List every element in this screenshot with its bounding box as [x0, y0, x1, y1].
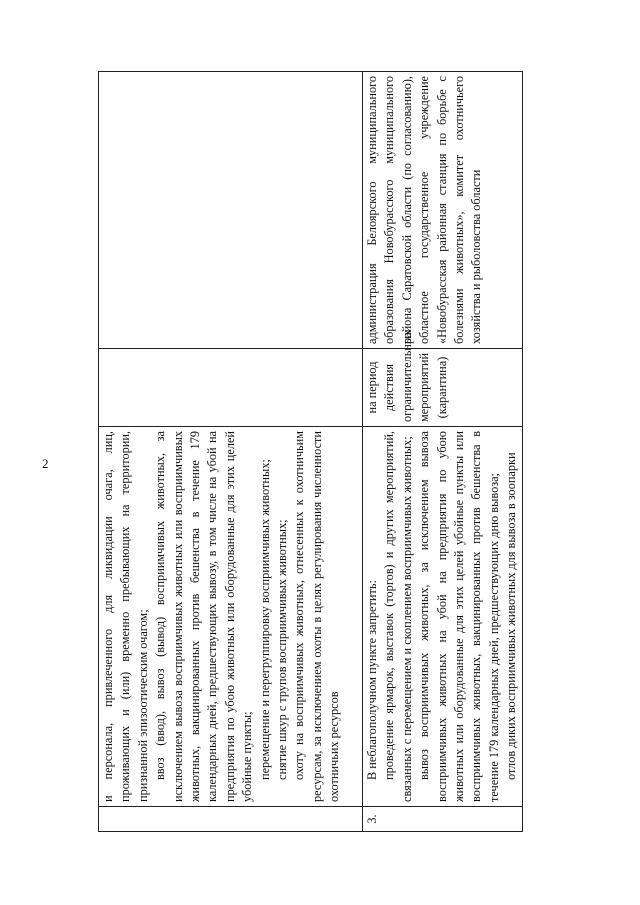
table-row: [99, 72, 363, 832]
measures-cell: [99, 427, 363, 807]
measures-table: [98, 71, 523, 832]
row-number-cell: 3.: [363, 807, 523, 832]
measure-paragraph: и персонала, привлеченного для ликвидации очага, лиц, проживающих и (или) временно пребывающих на территории, признанной эпизоотическим очагом;: [101, 431, 150, 802]
measure-paragraph: перемещение и перегруппировку восприимчивых животных;: [257, 459, 272, 780]
measures-cell: [363, 427, 523, 807]
measure-paragraph: отлов диких восприимчивых животных для вывоза в зоопарки: [504, 452, 519, 780]
page-number: 2: [42, 456, 49, 471]
measure-paragraph: снятие шкур с трупов восприимчивых животных;: [275, 519, 290, 780]
period-cell: [99, 349, 363, 427]
measure-paragraph: охоту на восприимчивых животных, отнесенных к охотничьим ресурсам, за исключением охоты в целях регулирования численности охотничьих ресурсов: [292, 431, 342, 802]
rotated-table-wrapper: [98, 72, 519, 832]
measure-paragraph: проведение ярмарок, выставок (торгов) и других мероприятий, связанных с перемещением и скоплением восприимчивых животных;: [382, 431, 414, 802]
measure-paragraph: ввоз (ввод), вывоз (вывод) восприимчивых животных, за исключением вывоза восприимчивых животных или восприимчивых животных, вакцинированных против бешенства в течение 179 календарных дней, предшествующих вывозу, в том числе на убой на предприятия по убою животных или оборудованные для этих целей убойные пункты;: [153, 431, 255, 802]
measure-paragraph: В неблагополучном пункте запретить:: [365, 580, 379, 780]
responsible-cell: администрация Белоярского муниципального образования Новобурасского муниципального района Саратовской области (по согласованию), областное государственное учреждение «Новобурасская районная станция по борьбе с болезнями животных», комитет охотничьего хозяйства и рыболовства области: [363, 72, 523, 349]
row-number-cell: [99, 807, 363, 832]
measure-paragraph: вывоз восприимчивых животных, за исключением вывоза восприимчивых животных на убой на предприятия по убою животных или оборудованные для этих целей убойные пункты или восприимчивых животных, вакцинированных против бешенства в течение 179 календарных дней, предшествующих дню вывоза;: [417, 431, 501, 802]
period-cell: на период действия ограничительных мероприятий (карантина): [363, 349, 523, 427]
responsible-cell: [99, 72, 363, 349]
table-row: [363, 72, 523, 832]
